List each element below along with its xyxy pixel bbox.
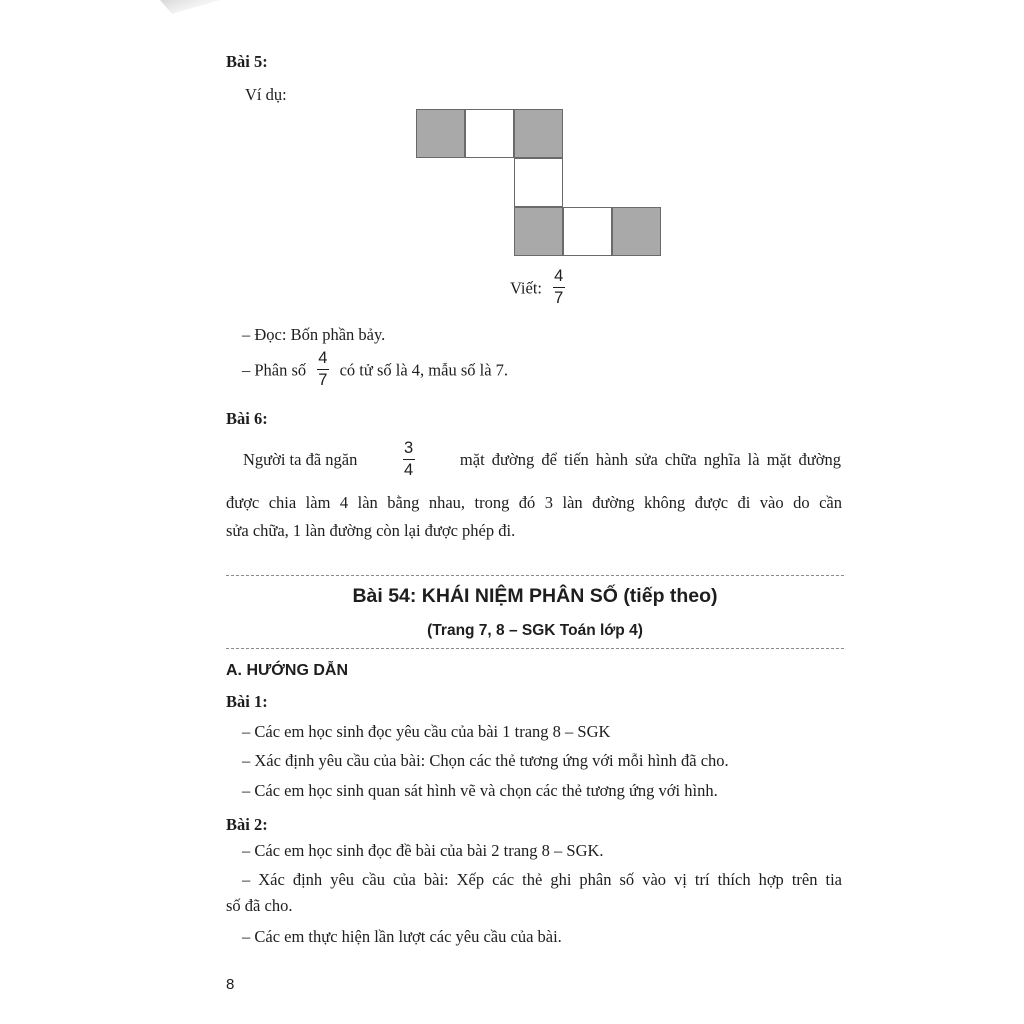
bai1-title: Bài 1: <box>226 692 268 711</box>
fraction-line-fraction <box>316 350 329 390</box>
fraction-bar <box>317 369 329 370</box>
bai6-line3: sửa chữa, 1 làn đường còn lại được phép đi. <box>226 521 516 540</box>
figure-cell-shaded <box>612 207 661 256</box>
write-line <box>510 267 571 310</box>
divider-top <box>226 575 844 576</box>
bai6-line1-prefix: Người ta đã ngăn <box>243 449 358 469</box>
figure-cell-blank <box>514 158 563 207</box>
read-line: – Đọc: Bốn phần bảy. <box>242 325 386 344</box>
bai6-line1 <box>243 440 841 480</box>
bai2-item: – Xác định yêu cầu của bài: Xếp các thẻ ghi phân số vào vị trí thích hợp trên tia <box>242 870 842 889</box>
fraction-line-prefix: – Phân số <box>242 360 307 380</box>
figure-cell-shaded <box>514 109 563 158</box>
page-corner-shadow <box>160 0 220 14</box>
divider-bottom <box>226 648 844 649</box>
bai2-item: – Các em học sinh đọc đề bài của bài 2 trang 8 – SGK. <box>242 841 604 860</box>
bai6-title: Bài 6: <box>226 409 268 428</box>
fraction-numerator: 3 <box>404 439 414 457</box>
figure-cell-shaded <box>514 207 563 256</box>
bai1-item: – Xác định yêu cầu của bài: Chọn các thẻ tương ứng với mỗi hình đã cho. <box>242 751 729 770</box>
bai6-line1-suffix: mặt đường để tiến hành sửa chữa nghĩa là mặt đường <box>459 449 841 469</box>
bai2-item-continued: số đã cho. <box>226 896 293 915</box>
bai5-title: Bài 5: <box>226 52 268 71</box>
bai2-title: Bài 2: <box>226 815 268 834</box>
figure-cell-blank <box>563 207 612 256</box>
example-label: Ví dụ: <box>245 85 287 104</box>
bai1-item: – Các em học sinh quan sát hình vẽ và chọn các thẻ tương ứng với hình. <box>242 781 718 800</box>
fraction-denominator: 7 <box>554 289 564 308</box>
fraction-line-suffix: có tử số là 4, mẫu số là 7. <box>339 360 509 380</box>
fraction-denominator: 4 <box>404 461 414 480</box>
write-label: Viết: <box>510 278 543 298</box>
section-a-heading: A. HƯỚNG DẪN <box>226 662 349 679</box>
figure-cell-shaded <box>416 109 465 158</box>
bai1-item: – Các em học sinh đọc yêu cầu của bài 1 trang 8 – SGK <box>242 722 611 741</box>
bai6-line2: được chia làm 4 làn bằng nhau, trong đó 3 làn đường không được đi vào do cần <box>226 493 842 512</box>
fraction-bar <box>403 459 415 460</box>
fraction-line <box>242 349 509 392</box>
lesson-title: Bài 54: KHÁI NIỆM PHÂN SỐ (tiếp theo) <box>352 585 718 607</box>
write-fraction <box>552 268 565 308</box>
figure-cell-blank <box>465 109 514 158</box>
fraction-bar <box>553 287 565 288</box>
fraction-denominator: 7 <box>318 371 328 390</box>
fraction-numerator: 4 <box>318 349 328 367</box>
bai6-fraction <box>402 440 415 480</box>
page-number: 8 <box>226 976 235 993</box>
lesson-subtitle: (Trang 7, 8 – SGK Toán lớp 4) <box>427 622 643 639</box>
fraction-numerator: 4 <box>554 267 564 285</box>
bai2-item: – Các em thực hiện lần lượt các yêu cầu của bài. <box>242 927 562 946</box>
